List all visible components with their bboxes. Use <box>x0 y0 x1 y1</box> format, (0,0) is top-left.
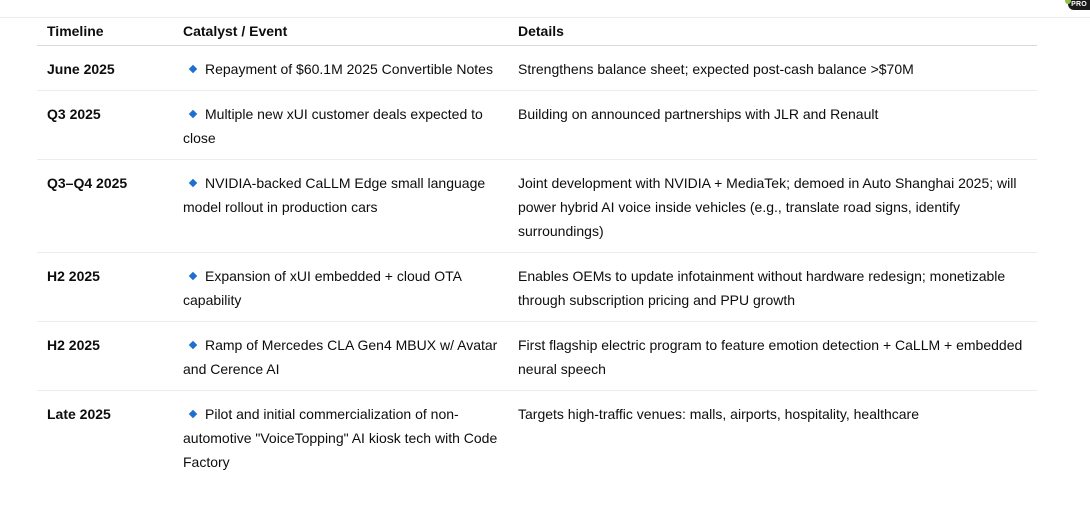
catalyst-text: Pilot and initial commercialization of non-automotive "VoiceTopping" AI kiosk tech with Code Factory <box>183 405 498 470</box>
catalyst-text: NVIDIA-backed CaLLM Edge small language model rollout in production cars <box>183 174 486 215</box>
catalyst-text: Repayment of $60.1M 2025 Convertible Notes <box>205 60 493 77</box>
bullet-diamond-icon <box>189 65 197 73</box>
table-row <box>37 90 1037 159</box>
timeline-cell: Late 2025 <box>47 405 111 422</box>
catalyst-cell <box>173 321 508 390</box>
bullet-diamond-icon <box>189 410 197 418</box>
timeline-cell: H2 2025 <box>37 252 173 321</box>
catalyst-text: Multiple new xUI customer deals expected to close <box>183 105 483 146</box>
column-header-timeline: Timeline <box>37 17 173 45</box>
table-row <box>37 390 1037 483</box>
timeline-cell: H2 2025 <box>37 321 173 390</box>
timeline-cell: June 2025 <box>37 45 173 90</box>
catalyst-cell <box>173 90 508 159</box>
column-header-details: Details <box>508 17 1037 45</box>
catalyst-text: Ramp of Mercedes CLA Gen4 MBUX w/ Avatar and Cerence AI <box>183 336 498 377</box>
bullet-diamond-icon <box>189 341 197 349</box>
details-cell: Building on announced partnerships with JLR and Renault <box>508 90 1037 159</box>
table-header-row <box>37 17 1037 45</box>
details-cell: Strengthens balance sheet; expected post-cash balance >$70M <box>508 45 1037 90</box>
bullet-diamond-icon <box>189 110 197 118</box>
catalyst-text: Expansion of xUI embedded + cloud OTA capability <box>183 267 462 308</box>
bullet-diamond-icon <box>189 272 197 280</box>
table-row <box>37 45 1037 90</box>
catalyst-cell <box>173 390 508 483</box>
catalyst-cell <box>173 45 508 90</box>
details-cell: First flagship electric program to feature emotion detection + CaLLM + embedded neural speech <box>508 321 1037 390</box>
details-cell: Joint development with NVIDIA + MediaTek; demoed in Auto Shanghai 2025; will power hybrid AI voice inside vehicles (e.g., translate road signs, identify surroundings) <box>508 159 1037 252</box>
details-cell: Targets high-traffic venues: malls, airports, hospitality, healthcare <box>518 405 920 422</box>
table-row <box>37 159 1037 252</box>
column-header-catalyst: Catalyst / Event <box>173 17 508 45</box>
table-row <box>37 321 1037 390</box>
bullet-diamond-icon <box>189 179 197 187</box>
timeline-cell: Q3–Q4 2025 <box>37 159 173 252</box>
details-cell: Enables OEMs to update infotainment without hardware redesign; monetizable through subscription pricing and PPU growth <box>508 252 1037 321</box>
timeline-cell: Q3 2025 <box>37 90 173 159</box>
catalyst-cell <box>173 159 508 252</box>
catalyst-table <box>37 17 1037 483</box>
pro-badge: PRO <box>1068 0 1090 10</box>
table-row <box>37 252 1037 321</box>
catalyst-cell <box>173 252 508 321</box>
